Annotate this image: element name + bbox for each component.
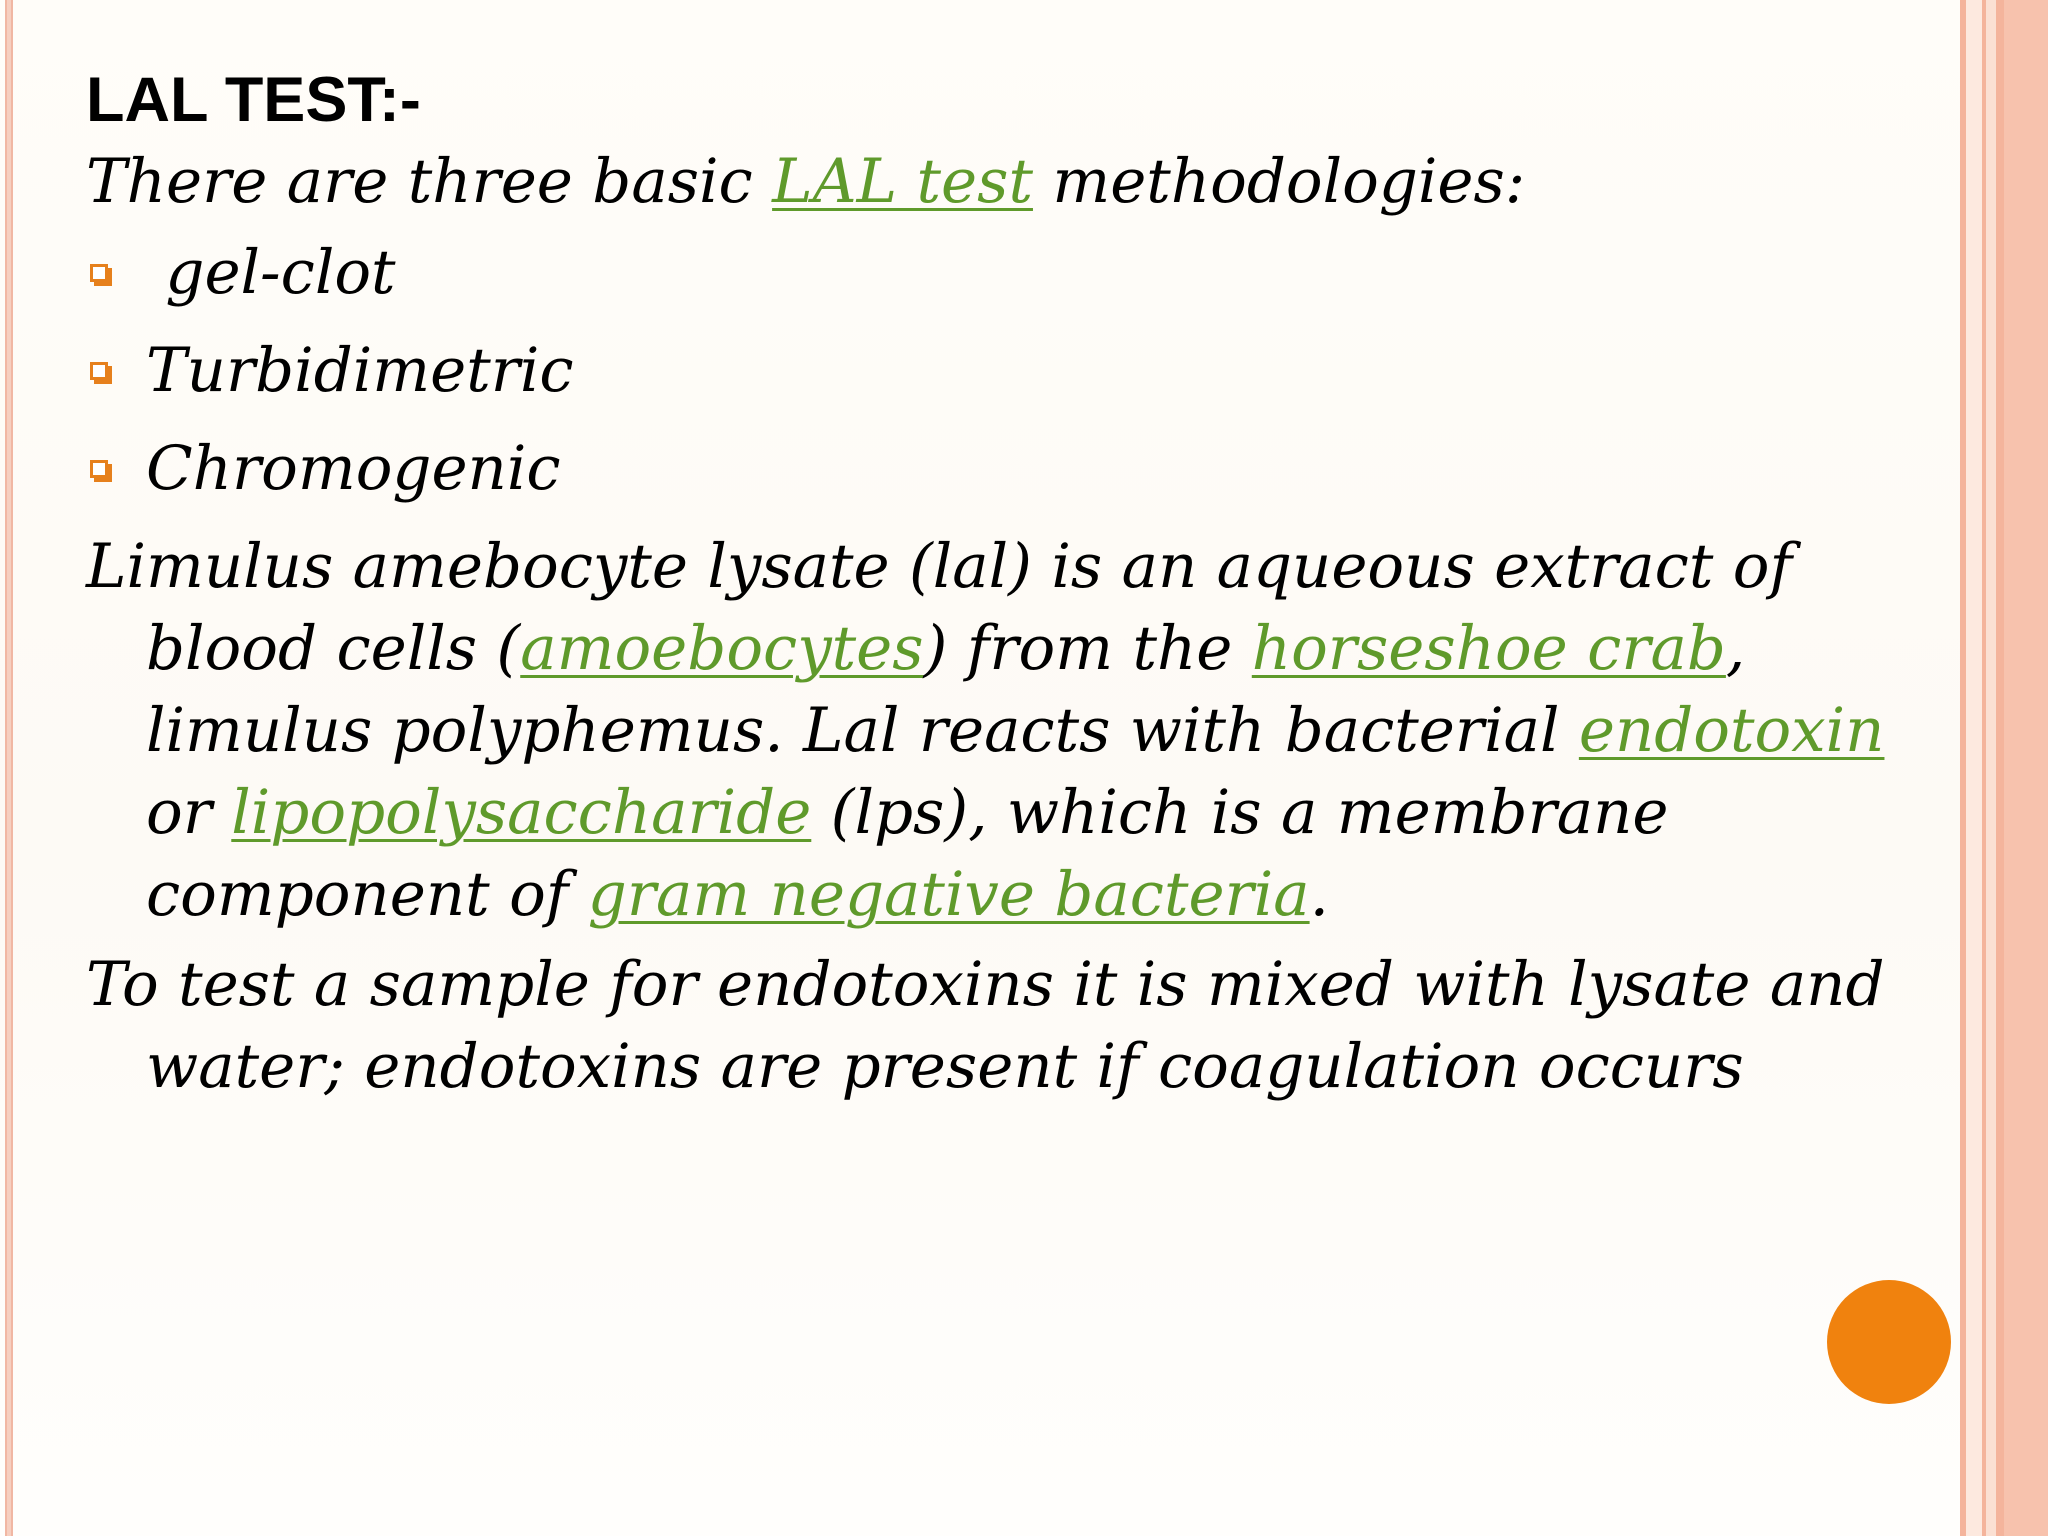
orange-circle-decoration	[1827, 1280, 1951, 1404]
intro-text-after: methodologies:	[1032, 146, 1526, 217]
left-border-rule	[5, 0, 13, 1536]
horseshoe-crab-link[interactable]: horseshoe crab	[1251, 613, 1726, 684]
hollow-square-bullet-icon	[90, 362, 108, 380]
endotoxin-link[interactable]: endotoxin	[1578, 695, 1885, 766]
lipopolysaccharide-link[interactable]: lipopolysaccharide	[231, 777, 812, 848]
paragraph-text: Limulus amebocyte lysate (lal) is an aqueous extract of blood cells (	[86, 531, 1793, 684]
slide-content	[86, 60, 1926, 1108]
paragraph-text: , limulus polyphemus. Lal reacts with bacterial	[146, 613, 1746, 766]
gram-negative-bacteria-link[interactable]: gram negative bacteria	[587, 859, 1310, 930]
right-border-stripe	[2004, 0, 2048, 1536]
paragraph-text: (lps), which is a membrane component of	[146, 777, 1669, 930]
paragraph-text: ) from the	[923, 613, 1252, 684]
bullet-label: Chromogenic	[146, 433, 561, 504]
right-border-stripe	[1966, 0, 1982, 1536]
lal-description-paragraph	[86, 526, 1926, 936]
paragraph-text: or	[146, 777, 232, 848]
bullet-item-turbidimetric	[86, 322, 1926, 420]
slide-title: LAL TEST:-	[86, 65, 421, 135]
paragraph-text: .	[1309, 859, 1329, 930]
hollow-square-bullet-icon	[90, 264, 108, 282]
bullet-label: gel-clot	[146, 237, 396, 308]
lal-test-link[interactable]: LAL test	[772, 146, 1033, 217]
amoebocytes-link[interactable]: amoebocytes	[520, 613, 924, 684]
bullet-label: Turbidimetric	[146, 335, 574, 406]
hollow-square-bullet-icon	[90, 460, 108, 478]
bullet-item-gel-clot	[86, 224, 1926, 322]
bullet-item-chromogenic	[86, 420, 1926, 518]
right-border-stripe	[1986, 0, 1996, 1536]
intro-text-before: There are three basic	[86, 146, 773, 217]
intro-line	[86, 140, 1926, 224]
test-procedure-paragraph: To test a sample for endotoxins it is mixed with lysate and water; endotoxins are present if coagulation occurs	[86, 949, 1885, 1102]
right-border-stripe	[1996, 0, 2004, 1536]
